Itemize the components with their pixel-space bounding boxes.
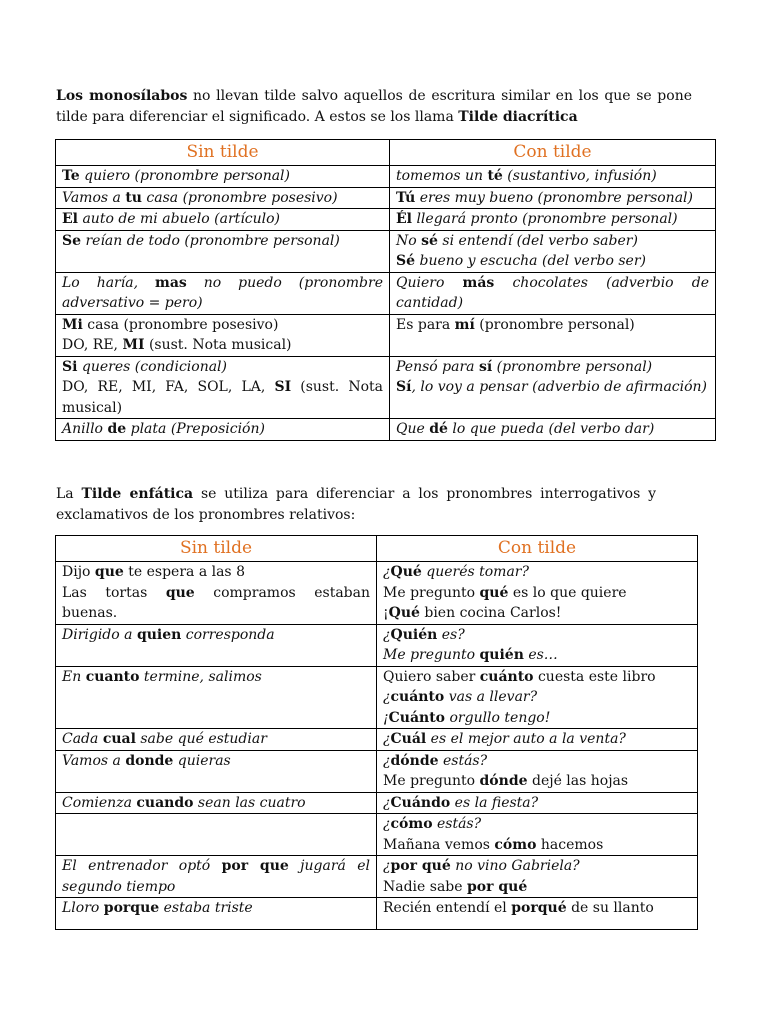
example-keyword: de [107,421,127,437]
example-line [396,166,709,187]
example-line [396,419,709,440]
example-keyword: Se [62,232,82,249]
example-text: casa (pronombre posesivo) [82,316,279,333]
example-text: Que [396,421,430,437]
example-text: estás? [432,816,482,832]
cell-con-tilde [377,729,698,751]
example-text: sabe qué estudiar [135,731,267,747]
cell-sin-tilde [56,272,390,314]
example-line [62,188,383,209]
example-text: Las tortas [62,584,166,601]
example-line [62,315,383,336]
cell-sin-tilde [56,750,377,792]
example-text: El entrenador optó [62,858,222,874]
example-line [396,377,709,398]
example-line [383,645,691,666]
example-keyword: por qué [390,858,451,874]
example-keyword: Sé [396,253,416,269]
example-line [62,335,383,356]
example-text: es lo que quiere [508,584,627,601]
example-text: ¡ [383,709,389,726]
example-line [396,231,709,252]
table-row [56,356,716,419]
example-keyword: El [62,211,78,227]
example-keyword: Quién [390,626,438,643]
example-line [396,209,709,230]
cell-sin-tilde [56,419,390,441]
intro-paragraph-diacritica [56,86,692,128]
cell-con-tilde [390,166,716,188]
example-text: Pensó para [396,358,479,375]
cell-con-tilde [377,750,698,792]
example-keyword: SI [274,379,292,395]
cell-con-tilde [390,230,716,272]
example-keyword: mas [155,274,187,291]
cell-sin-tilde [56,898,377,930]
table-row [56,856,698,898]
example-line [383,603,691,624]
example-text: ¿ [383,689,391,705]
example-line [383,751,691,772]
example-text: eres muy bueno (pronombre personal) [415,189,693,206]
example-line [62,856,370,897]
table-row [56,166,716,188]
header-con-tilde: Con tilde [377,536,698,562]
example-text: DO, RE, MI, FA, SOL, LA, [62,379,275,395]
table-row [56,187,716,209]
example-text: lo que pueda (del verbo dar) [447,421,655,437]
example-text: reían de todo (pronombre personal) [81,232,340,249]
cell-con-tilde [377,792,698,814]
example-text: si entendí (del verbo saber) [437,232,638,249]
example-keyword: cual [102,731,136,747]
example-text: (pronombre personal) [474,316,635,333]
example-text: hacemos [536,836,604,853]
example-text: es el mejor auto a la venta? [426,731,626,747]
table-tilde-enfatica [55,535,698,930]
table-row [56,230,716,272]
example-line [396,357,709,378]
example-line [383,729,691,750]
example-text: bien cocina Carlos! [419,605,562,621]
example-keyword: cuando [136,794,194,811]
example-keyword: cómo [390,816,433,832]
example-text: Quiero saber [383,668,480,685]
example-keyword: quien [136,626,182,643]
example-text: Dirigido a [62,626,137,643]
example-line [383,877,691,898]
cell-sin-tilde [56,624,377,666]
cell-sin-tilde [56,209,390,231]
example-text: En [62,668,86,685]
example-text: llegará pronto (pronombre personal) [412,211,678,227]
example-keyword: tu [125,189,142,206]
table-row [56,272,716,314]
example-text: ¿ [383,816,391,832]
example-text: Me pregunto [383,773,480,789]
example-line [62,729,370,750]
cell-sin-tilde [56,792,377,814]
example-keyword: por qué [467,878,528,895]
example-keyword: MI [122,337,145,353]
example-text: Vamos a [62,189,126,206]
example-keyword: más [462,274,495,291]
example-text: Lloro [62,900,104,916]
table-row [56,209,716,231]
table-row [56,562,698,625]
example-keyword: qué [479,584,509,601]
example-text: DO, RE, [62,337,123,353]
table-row [56,792,698,814]
example-text: es la fiesta? [450,794,539,811]
example-line [383,708,691,729]
cell-con-tilde [390,419,716,441]
example-keyword: que [165,584,195,601]
example-text: Anillo [62,421,108,437]
example-keyword: dónde [479,773,528,789]
example-keyword: Qué [390,564,422,580]
example-keyword: cómo [494,836,537,853]
intro-bold-tilde-enfatica: Tilde enfática [81,486,194,502]
cell-con-tilde [377,666,698,729]
example-line [62,273,383,314]
example-line [396,273,709,314]
cell-sin-tilde [56,856,377,898]
example-line [383,687,691,708]
intro-paragraph-enfatica [56,484,656,526]
cell-con-tilde [377,814,698,856]
example-text: Me pregunto [383,647,480,663]
example-keyword: dónde [390,752,439,769]
cell-sin-tilde [56,230,390,272]
example-text: chocolates (adverbio de cantidad) [396,274,709,311]
example-text: Quiero [396,274,463,291]
cell-con-tilde [377,856,698,898]
example-text: cuesta este libro [533,668,656,685]
cell-con-tilde [390,314,716,356]
cell-sin-tilde [56,666,377,729]
cell-sin-tilde [56,166,390,188]
example-keyword: Sí [396,379,412,395]
example-keyword: sé [421,232,438,249]
example-keyword: Cuál [390,731,427,747]
example-line [383,625,691,646]
example-line [383,771,691,792]
example-text: te espera a las 8 [123,564,245,580]
table-row [56,314,716,356]
example-text: Lo haría, [62,274,155,291]
cell-con-tilde [390,272,716,314]
example-keyword: porqué [511,900,567,916]
example-text: plata (Preposición) [126,421,265,437]
intro2-start: La [56,486,82,502]
example-text: (sustantivo, infusión) [502,168,657,184]
example-line [396,251,709,272]
intro-text: no llevan tilde salvo aquellos de escritura similar en los que se pone tilde para diferenciar el significado. A estos se los llama [56,88,692,125]
example-keyword: Mi [62,316,83,333]
example-text: jugará el segundo tiempo [62,858,370,895]
example-text: es… [523,647,558,663]
example-text: No [396,232,422,249]
cell-sin-tilde [56,562,377,625]
example-keyword: Él [396,211,412,227]
example-text: casa (pronombre posesivo) [141,189,338,206]
table-row [56,750,698,792]
example-line [396,188,709,209]
example-text: Cada [62,731,103,747]
example-text: Me pregunto [383,584,480,601]
cell-con-tilde [377,624,698,666]
example-line [62,562,370,583]
example-keyword: donde [125,752,174,769]
example-text: compramos estaban buenas. [62,584,370,621]
header-con-tilde: Con tilde [390,140,716,166]
example-keyword: cuánto [479,668,534,685]
table-row [56,666,698,729]
example-text: no puedo (pronombre adversativo = pero) [62,274,383,311]
example-text: sean las cuatro [193,794,306,811]
table-row [56,624,698,666]
example-text: de su llanto [566,900,654,916]
intro-bold-tilde-diacritica: Tilde diacrítica [458,109,578,125]
example-line [383,898,691,919]
example-text: vas a llevar? [444,689,538,705]
cell-con-tilde [390,209,716,231]
example-text: ¿ [383,858,391,874]
example-text: ¿ [383,794,391,811]
header-sin-tilde: Sin tilde [56,536,377,562]
cell-sin-tilde [56,356,390,419]
example-keyword: sí [478,358,493,375]
example-keyword: té [487,168,503,184]
example-text: es? [437,626,465,643]
example-text: ¿ [383,626,391,643]
intro2-text: se utiliza para diferenciar a los pronombres interrogativos y exclamativos de los pronombres relativos: [56,486,657,523]
example-line [62,377,383,418]
cell-sin-tilde [56,814,377,856]
example-keyword: Qué [388,605,420,621]
example-text: corresponda [181,626,275,643]
example-line [383,562,691,583]
example-line [383,856,691,877]
example-text: ¿ [383,564,391,580]
table-row [56,419,716,441]
table-header-row [56,536,698,562]
example-keyword: por que [221,858,289,874]
example-text: quiero (pronombre personal) [79,168,290,184]
example-text: Nadie sabe [383,878,467,895]
example-line [62,583,370,624]
example-text: ¿ [383,752,391,769]
table-row [56,729,698,751]
example-text: quieras [173,752,231,769]
example-text: queres (condicional) [77,358,228,375]
example-text: auto de mi abuelo (artículo) [78,211,281,227]
example-text: orgullo tengo! [445,709,551,726]
example-keyword: Cuándo [390,794,451,811]
example-line [62,231,383,252]
example-line [62,625,370,646]
example-text: termine, salimos [139,668,262,685]
example-line [396,315,709,336]
example-keyword: quién [479,647,524,663]
example-text: querés tomar? [421,564,529,580]
example-keyword: Te [62,168,80,184]
example-text: dejé las hojas [527,773,629,789]
example-keyword: mí [454,316,475,333]
example-keyword: dé [429,421,448,437]
example-text: ¡ [383,605,389,621]
example-text: estaba triste [159,900,253,916]
example-text: no vino Gabriela? [450,858,580,874]
example-line [62,419,383,440]
example-keyword: cuánto [390,689,445,705]
example-line [62,667,370,688]
example-line [383,583,691,604]
example-keyword: cuanto [85,668,140,685]
example-text: (sust. Nota musical) [62,379,383,416]
example-text: (pronombre personal) [492,358,653,375]
example-text: Mañana vemos [383,836,495,853]
example-keyword: Si [62,358,78,375]
example-line [383,793,691,814]
cell-con-tilde [377,562,698,625]
example-text: Comienza [62,794,137,811]
example-keyword: porque [103,900,160,916]
example-line [62,357,383,378]
cell-sin-tilde [56,729,377,751]
example-text: Es para [396,316,455,333]
header-sin-tilde: Sin tilde [56,140,390,166]
example-line [383,835,691,856]
example-text: Vamos a [62,752,126,769]
example-text: (sust. Nota musical) [144,337,292,353]
cell-con-tilde [390,187,716,209]
table-row [56,898,698,930]
example-text: bueno y escucha (del verbo ser) [415,253,646,269]
example-line [62,209,383,230]
example-line [62,166,383,187]
example-text: , lo voy a pensar (adverbio de afirmación) [411,379,708,395]
intro-bold-monosilabos: Los monosílabos [56,88,188,104]
example-line [62,898,370,919]
cell-sin-tilde [56,187,390,209]
example-keyword: Cuánto [388,709,446,726]
example-keyword: Tú [396,189,416,206]
example-text: tomemos un [396,168,488,184]
example-text: Dijo [62,564,95,580]
cell-sin-tilde [56,314,390,356]
example-line [62,751,370,772]
example-text: ¿ [383,731,391,747]
example-line [383,667,691,688]
cell-con-tilde [390,356,716,419]
example-text: estás? [438,752,488,769]
table-row [56,814,698,856]
example-line [383,814,691,835]
example-line [62,793,370,814]
table-header-row [56,140,716,166]
cell-con-tilde [377,898,698,930]
example-keyword: que [94,564,124,580]
example-text: Recién entendí el [383,900,512,916]
table-tilde-diacritica [55,139,716,441]
